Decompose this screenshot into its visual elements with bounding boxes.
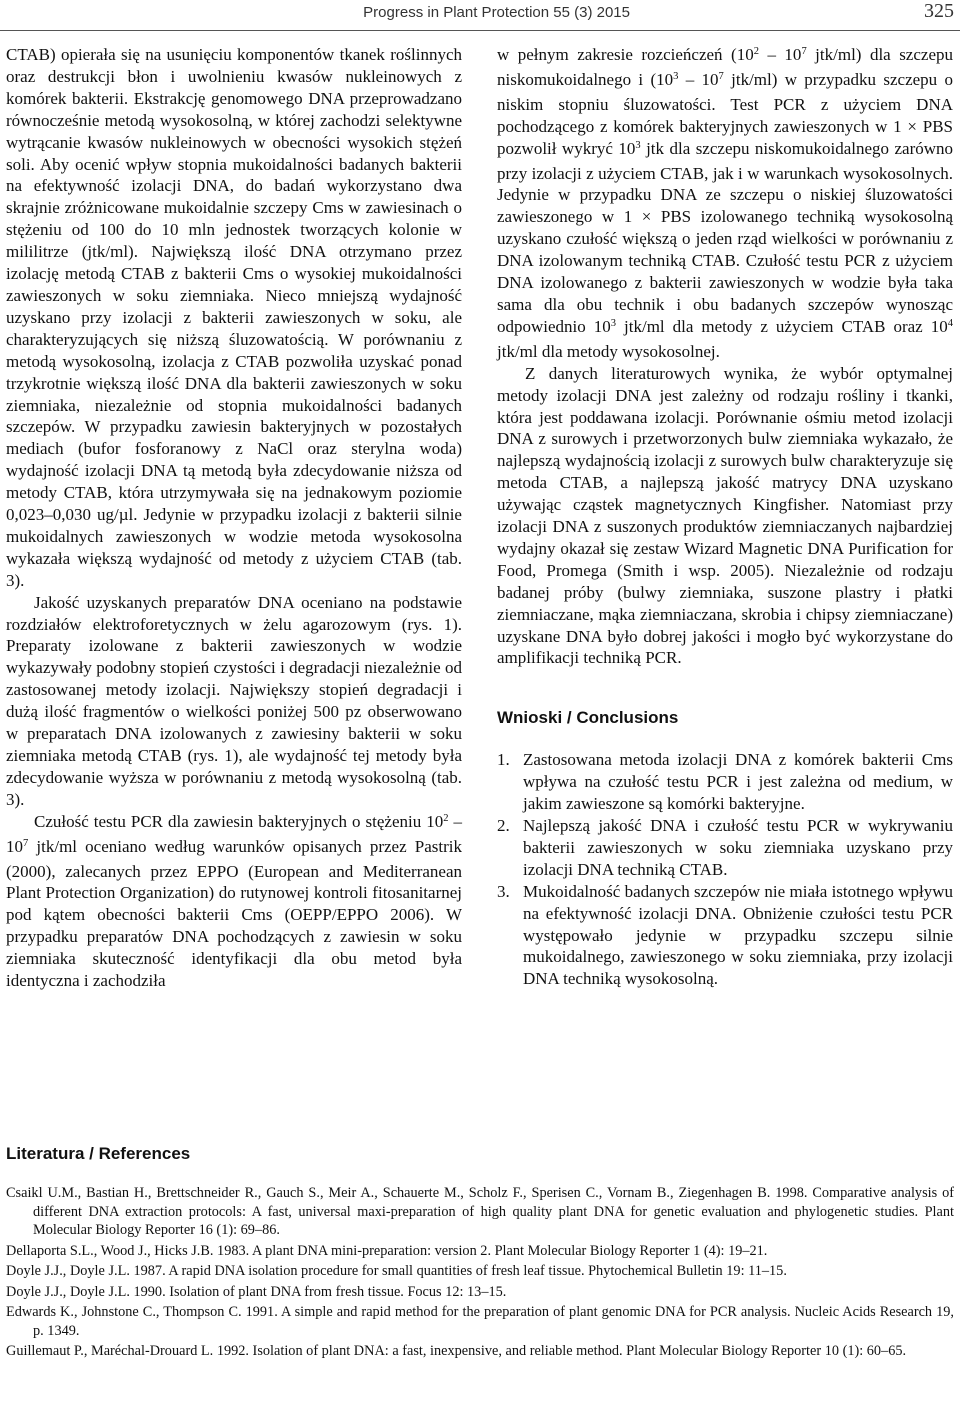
conclusion-item: 1. Zastosowana metoda izolacji DNA z komórek bakterii Cms wpływa na czułość testu PCR i jest zależna od medium, w jakim zawieszone są komórki bakteryjne.: [497, 750, 953, 814]
conclusions-heading: Wnioski / Conclusions: [497, 708, 679, 728]
right-column: [497, 44, 953, 990]
reference-item: Doyle J.J., Doyle J.L. 1990. Isolation of plant DNA from fresh tissue. Focus 12: 13–15.: [6, 1283, 507, 1300]
reference-item: Guillemaut P., Maréchal-Drouard L. 1992. Isolation of plant DNA: a fast, inexpensive, and reliable method. Plant Molecular Biology Reporter 10 (1): 60–65.: [6, 1343, 907, 1359]
conclusion-item: 3. Mukoidalność badanych szczepów nie miała istotnego wpływu na efektywność izolacji DNA. Obniżenie czułości testu PCR występowało jedynie w przypadku szczepu silnie mukoidalnego, zawieszonego w soku ziemniaka, przy izolacji DNA techniką wysokosolną.: [497, 881, 953, 989]
reference-item: Csaikl U.M., Bastian H., Brettschneider R., Gauch S., Meir A., Schauerte M., Scholz F., Sperisen C., Vornam B., Ziegenhagen B. 1998. Comparative analysis of different DNA extraction protocols: A fast, universal maxi-preparation of high quality plant DNA for genetic evaluation and phylogenetic studies. Plant Molecular Biology Reporter 16 (1): 69–86.: [6, 1185, 954, 1238]
left-paragraph-3: Czułość testu PCR dla zawiesin bakteryjnych o stężeniu $10^2 - 10^7$ jtk/ml oceniano według warunków opisanych przez Pastrik (2000), zalecanych przez EPPO (European and Mediterranean Plant Protection Organization) do rutynowej kontroli fitosanitarnej pod kątem obecności bakterii Cms (OEPP/EPPO 2006). W przypadku preparatów DNA pochodzących z zawiesin w soku ziemniaka skuteczność identyfikacji dla obu metod była identyczna i zachodziła: [6, 811, 463, 991]
left-paragraph-1: CTAB) opierała się na usunięciu komponentów tkanek roślinnych oraz destrukcji błon i uwolnieniu kwasów nukleinowych z komórek bakterii. Ekstrakcję genomowego DNA przeprowadzano równocześnie metodą wysokosolną, w której zachodzi selektywne wytrącanie kwasów nukleinowych w obecności wysokich stężeń soli. Aby ocenić wpływ stopnia mukoidalności badanych bakterii na efektywność izolacji DNA, do badań wykorzystano dwa skrajnie zróżnicowane mukoidalnie szczepy Cms w zawiesinach o stężeniu od 100 do 10 mln jednostek tworzących kolonie w mililitrze (jtk/ml). Największą ilość DNA otrzymano przez izolację metodą CTAB z bakterii Cms o wysokiej mukoidalności zawieszonych w soku ziemniaka. Nieco mniejszą wydajność uzyskano przy izolacji z bakterii zawieszonych w soku, ale charakteryzujących się niższą śluzowatością. W porównaniu z metodą wysokosolną, izolacja z CTAB pozwoliła uzyskać ponad trzykrotnie większą ilość DNA dla bakterii zawieszonych w soku ziemniaka, niezależnie od stopnia mukoidalności badanych szczepów. W przypadku zawiesin bakteryjnych w pozostałych mediach (bufor fosforanowy z NaCl oraz sterylna woda) wydajność izolacji DNA tą metodą była zdecydowanie niższa od metody CTAB, która utrzymywała się na jednakowym poziomie 0,023–0,030 ug/µl. Jedynie w przypadku izolacji z bakterii silnie mukoidalnych zawieszonych w wodzie metoda wysokosolna wykazała większą wydajność od metody z użyciem CTAB (tab. 3).: [6, 45, 462, 590]
reference-item: Edwards K., Johnstone C., Thompson C. 1991. A simple and rapid method for the preparation of plant genomic DNA for PCR analysis. Nucleic Acids Research 19, p. 1349.: [6, 1304, 954, 1339]
left-column: [6, 44, 462, 992]
conclusion-item: 2. Najlepszą jakość DNA i czułość testu PCR w wykrywaniu bakterii zawieszonych w soku ziemniaka uzyskano przy izolacji DNA techniką CTAB.: [497, 816, 953, 879]
journal-title: Progress in Plant Protection 55 (3) 2015: [363, 4, 630, 21]
references-section: [6, 1144, 954, 1363]
conclusions-list: [497, 749, 953, 990]
references-heading: Literatura / References: [6, 1144, 191, 1163]
page-number: 325: [924, 0, 954, 22]
right-paragraph-1: w pełnym zakresie rozcieńczeń ($10^2 - 10^7$ jtk/ml) dla szczepu niskomukoidalnego i ($10^3 - 10^7$ jtk/ml) w przypadku szczepu o niskim stopniu śluzowatości. Test PCR z użyciem DNA pochodzącego z komórek bakteryjnych zawieszonych w 1 × PBS pozwolił wykryć $10^3$ jtk dla szczepu niskomukoidalnego zarówno przy izolacji z użyciem CTAB, jak i w warunkach wysokosolnych. Jedynie w przypadku DNA ze szczepu o niskiej śluzowatości zawieszonego w 1 × PBS izolowanego techniką wysokosolną uzyskano czułość większą o jeden rząd wielkości w porównaniu z DNA izolowanym techniką CTAB. Czułość testu PCR z użyciem DNA izolowanego z bakterii zawieszonych w wodzie była taka sama dla obu technik i obu badanych szczepów wynosząc odpowiednio $10^3$ jtk/ml dla metody z użyciem CTAB oraz $10^4$ jtk/ml dla metody wysokosolnej.: [497, 45, 954, 361]
header-divider: [0, 30, 960, 31]
reference-item: Doyle J.J., Doyle J.L. 1987. A rapid DNA isolation procedure for small quantities of fresh leaf tissue. Phytochemical Bulletin 19: 11–15.: [6, 1263, 787, 1279]
page-header: [0, 0, 960, 30]
reference-item: Dellaporta S.L., Wood J., Hicks J.B. 1983. A plant DNA mini-preparation: version 2. Plant Molecular Biology Reporter 1 (4): 19–21.: [6, 1242, 768, 1259]
left-paragraph-2: Jakość uzyskanych preparatów DNA oceniano na podstawie rozdziałów elektroforetycznych w żelu agarozowym (rys. 1). Preparaty izolowane z bakterii zawieszonych w wodzie wykazywały podobny stopień czystości i degradacji niezależnie od zastosowanej metody izolacji. Największy stopień degradacji i dużą ilość fragmentów o wielkości poniżej 500 pz obserwowano w preparatach DNA izolowanych z zawiesiny bakterii w soku ziemniaka metodą CTAB (rys. 1), ale wydajność tej metody była zdecydowanie wyższa w porównaniu z metodą wysokosolną (tab. 3).: [6, 592, 462, 809]
right-paragraph-2: Z danych literaturowych wynika, że wybór optymalnej metody izolacji DNA jest zależny od rodzaju rośliny i tkanki, która jest poddawana izolacji. Porównanie ośmiu metod izolacji DNA z surowych i przetworzonych bulw ziemniaka wykazało, że najlepszą wydajnością izolacji z surowych bulw charakteryzuje się metoda CTAB, a najlepszą jakość matrycy DNA uzyskano używając cząstek magnetycznych Kingfisher. Natomiast przy izolacji DNA z suszonych produktów ziemniaczanych najbardziej wydajny okazał się zestaw Wizard Magnetic DNA Purification for Food, Promega (Smith i wsp. 2005). Niezależnie od rodzaju badanej próby (bulwy ziemniaka, suszone plastry i płatki ziemniaczane, mąka ziemniaczana, skrobia i chipsy ziemniaczane) uzyskane DNA było dobrej jakości i mogło być wykorzystane do amplifikacji techniką PCR.: [497, 363, 953, 668]
